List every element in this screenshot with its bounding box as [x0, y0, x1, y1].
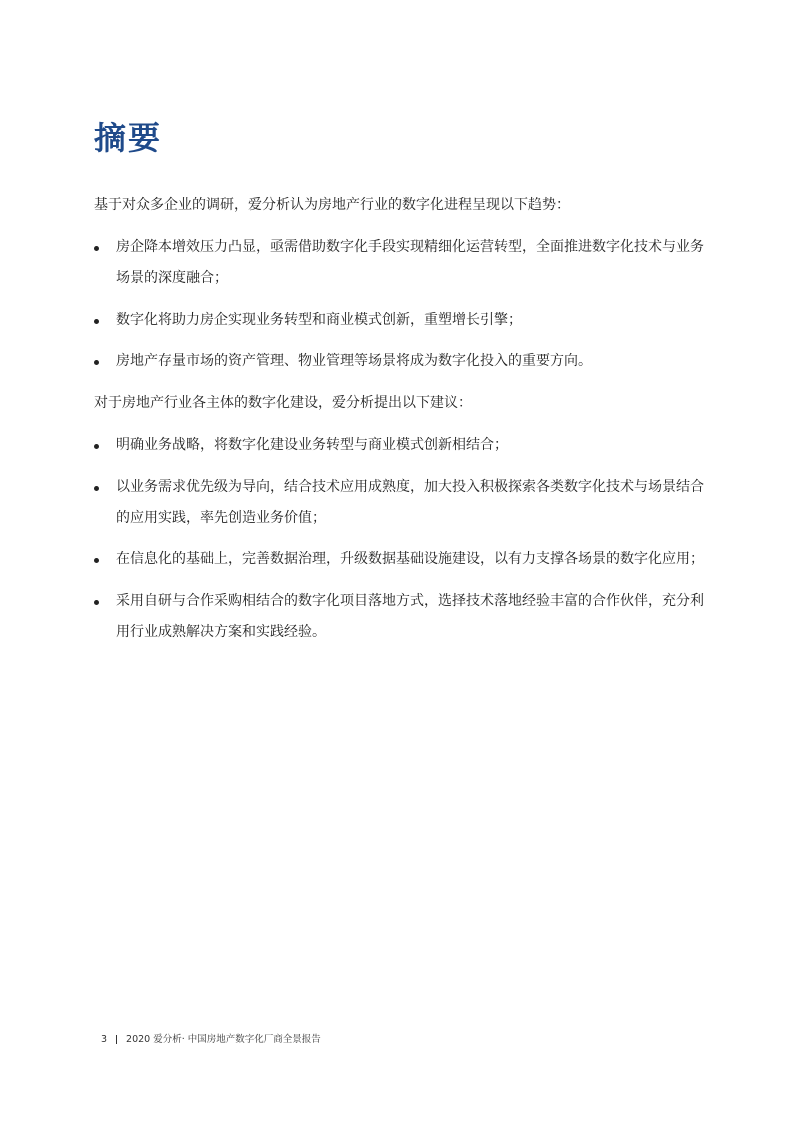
trend-item-text: 房地产存量市场的资产管理、物业管理等场景将成为数字化投入的重要方向。: [116, 353, 592, 369]
suggestion-item-text: 明确业务战略，将数字化建设业务转型与商业模式创新相结合；: [116, 437, 508, 453]
suggestion-item-text: 以业务需求优先级为导向，结合技术应用成熟度，加大投入积极探索各类数字化技术与场景结合的应用实践，率先创造业务价值；: [116, 479, 704, 526]
bullet-dot-icon: [94, 360, 99, 365]
page-title: 摘要: [94, 119, 163, 157]
bullet-dot-icon: [94, 246, 99, 251]
bullet-dot-icon: [94, 444, 99, 449]
bullet-dot-icon: [94, 486, 99, 491]
report-title: 2020 爱分析· 中国房地产数字化厂商全景报告: [126, 1034, 321, 1045]
trend-item-text: 数字化将助力房企实现业务转型和商业模式创新，重塑增长引擎；: [116, 312, 522, 328]
intro-suggestions: 对于房地产行业各主体的数字化建设，爱分析提出以下建议：: [94, 395, 472, 411]
bullet-dot-icon: [94, 600, 99, 605]
trend-item-text: 房企降本增效压力凸显，亟需借助数字化手段实现精细化运营转型，全面推进数字化技术与业务场景的深度融合；: [116, 239, 704, 286]
footer-divider: [116, 1035, 117, 1044]
bullet-dot-icon: [94, 558, 99, 563]
page-number: 3: [101, 1034, 108, 1045]
intro-trends: 基于对众多企业的调研，爱分析认为房地产行业的数字化进程呈现以下趋势：: [94, 197, 570, 213]
bullet-dot-icon: [94, 319, 99, 324]
page-footer: [101, 1033, 321, 1047]
suggestion-item-text: 采用自研与合作采购相结合的数字化项目落地方式，选择技术落地经验丰富的合作伙伴，充分利用行业成熟解决方案和实践经验。: [116, 593, 704, 640]
suggestion-item-text: 在信息化的基础上，完善数据治理，升级数据基础设施建设，以有力支撑各场景的数字化应用；: [116, 551, 704, 567]
